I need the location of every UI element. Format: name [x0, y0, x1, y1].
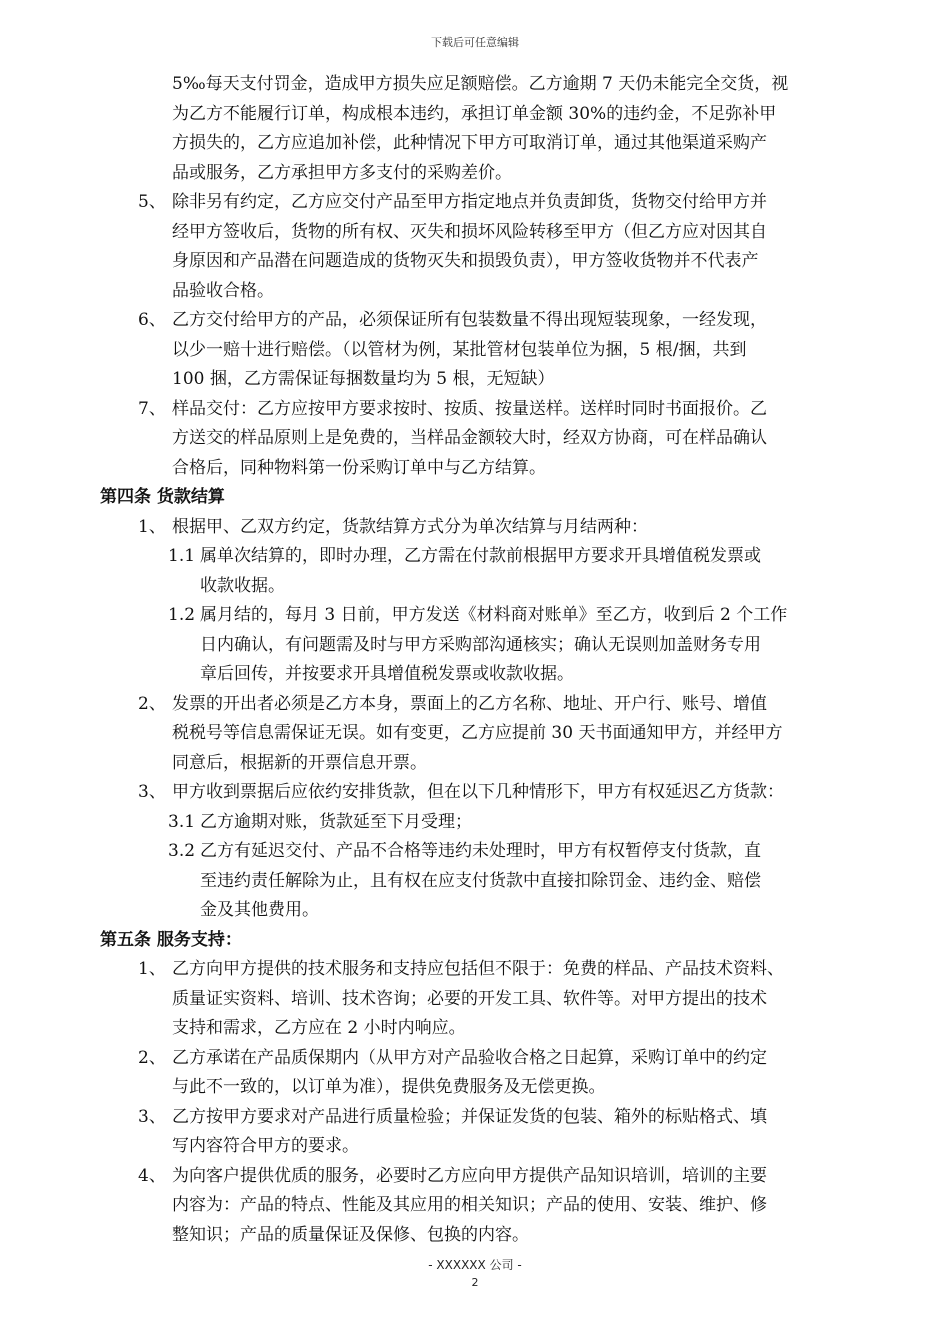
clause-item — [100, 188, 860, 218]
clause-item — [100, 1162, 860, 1192]
clause-continuation: 收款收据。 — [200, 575, 285, 596]
clause-text: 属单次结算的，即时办理，乙方需在付款前根据甲方要求开具增值税发票或 — [200, 546, 761, 566]
clause-continuation: 5‰每天支付罚金，造成甲方损失应足额赔偿。乙方逾期 7 天仍未能完全交货，视 — [172, 74, 789, 94]
clause-number: 2、 — [138, 693, 166, 714]
page-header: 下载后可任意编辑 — [431, 36, 519, 49]
clause-continuation: 品验收合格。 — [172, 280, 274, 301]
clause-continuation: 同意后，根据新的开票信息开票。 — [172, 752, 427, 773]
clause-text: 乙方逾期对账，货款延至下月受理； — [200, 811, 472, 832]
clause-continuation: 与此不一致的，以订单为准），提供免费服务及无偿更换。 — [172, 1077, 606, 1097]
clause-item — [100, 690, 860, 720]
clause-number: 1.2 — [168, 605, 196, 625]
sub-clause-item — [100, 542, 860, 572]
clause-continuation: 100 捆，乙方需保证每捆数量均为 5 根，无短缺） — [172, 369, 555, 389]
clause-text: 乙方交付给甲方的产品，必须保证所有包装数量不得出现短装现象，一经发现， — [172, 310, 767, 330]
page-number: 2 — [471, 1276, 479, 1289]
clause-number: 3、 — [138, 782, 166, 802]
document-body — [100, 70, 860, 1250]
clause-text: 乙方承诺在产品质保期内（从甲方对产品验收合格之日起算，采购订单中的约定 — [172, 1047, 767, 1068]
clause-item — [100, 955, 860, 985]
clause-continuation: 方送交的样品原则上是免费的，当样品金额较大时，经双方协商，可在样品确认 — [172, 428, 767, 448]
clause-continuation: 章后回传，并按要求开具增值税发票或收款收据。 — [200, 664, 574, 684]
clause-continuation: 税税号等信息需保证无误。如有变更，乙方应提前 30 天书面通知甲方，并经甲方 — [172, 723, 783, 743]
clause-number: 1、 — [138, 959, 166, 979]
clause-continuation: 金及其他费用。 — [200, 900, 319, 920]
clause-number: 3.1 — [168, 811, 196, 832]
clause-number: 4、 — [138, 1165, 166, 1186]
clause-continuation: 整知识；产品的质量保证及保修、包换的内容。 — [172, 1224, 529, 1245]
clause-text: 乙方按甲方要求对产品进行质量检验；并保证发货的包装、箱外的标贴格式、填 — [172, 1106, 767, 1127]
clause-number: 3.2 — [168, 841, 196, 861]
clause-number: 1.1 — [168, 546, 196, 566]
clause-text: 根据甲、乙双方约定，货款结算方式分为单次结算与月结两种： — [172, 516, 648, 537]
clause-continuation: 为乙方不能履行订单，构成根本违约，承担订单金额 30%的违约金，不足弥补甲 — [172, 103, 777, 124]
section-title: 第四条 货款结算 — [100, 487, 225, 507]
clause-text: 乙方有延迟交付、产品不合格等违约未处理时，甲方有权暂停支付货款，直 — [200, 841, 761, 861]
clause-continuation: 质量证实资料、培训、技术咨询；必要的开发工具、软件等。对甲方提出的技术 — [172, 988, 767, 1009]
clause-number: 3、 — [138, 1106, 166, 1127]
clause-continuation: 日内确认，有问题需及时与甲方采购部沟通核实；确认无误则加盖财务专用 — [200, 634, 761, 655]
clause-item — [100, 306, 860, 336]
clause-item — [100, 1044, 860, 1074]
clause-number: 1、 — [138, 516, 166, 537]
sub-clause-item — [100, 837, 860, 867]
clause-item — [100, 1103, 860, 1133]
clause-continuation: 以少一赔十进行赔偿。（以管材为例，某批管材包装单位为捆，5 根/捆，共到 — [172, 339, 747, 360]
clause-continuation: 身原因和产品潜在问题造成的货物灭失和损毁负责），甲方签收货物并不代表产 — [172, 251, 759, 271]
clause-text: 甲方收到票据后应依约安排货款，但在以下几种情形下，甲方有权延迟乙方货款： — [172, 782, 784, 802]
clause-text: 发票的开出者必须是乙方本身，票面上的乙方名称、地址、开户行、账号、增值 — [172, 693, 767, 714]
sub-clause-item — [100, 808, 860, 838]
clause-text: 为向客户提供优质的服务，必要时乙方应向甲方提供产品知识培训，培训的主要 — [172, 1165, 767, 1186]
clause-continuation: 合格后，同种物料第一份采购订单中与乙方结算。 — [172, 457, 546, 478]
clause-continuation: 经甲方签收后，货物的所有权、灭失和损坏风险转移至甲方（但乙方应对因其自 — [172, 221, 767, 242]
footer-company: - XXXXXX 公司 - — [428, 1258, 522, 1272]
clause-number: 6、 — [138, 310, 166, 330]
clause-item — [100, 778, 860, 808]
clause-number: 7、 — [138, 398, 166, 419]
clause-text: 属月结的，每月 3 日前，甲方发送《材料商对账单》至乙方，收到后 2 个工作 — [200, 605, 788, 625]
clause-text: 乙方向甲方提供的技术服务和支持应包括但不限于：免费的样品、产品技术资料、 — [172, 959, 784, 979]
clause-continuation: 至违约责任解除为止，且有权在应支付货款中直接扣除罚金、违约金、赔偿 — [200, 870, 761, 891]
section-title: 第五条 服务支持： — [100, 929, 242, 950]
clause-item — [100, 513, 860, 543]
sub-clause-item — [100, 601, 860, 631]
clause-continuation: 内容为：产品的特点、性能及其应用的相关知识；产品的使用、安装、维护、修 — [172, 1195, 767, 1215]
clause-continuation: 支持和需求，乙方应在 2 小时内响应。 — [172, 1018, 466, 1038]
clause-number: 2、 — [138, 1047, 166, 1068]
clause-text: 除非另有约定，乙方应交付产品至甲方指定地点并负责卸货，货物交付给甲方并 — [172, 192, 767, 212]
clause-continuation: 写内容符合甲方的要求。 — [172, 1136, 359, 1156]
clause-text: 样品交付：乙方应按甲方要求按时、按质、按量送样。送样时同时书面报价。乙 — [172, 398, 767, 419]
clause-continuation: 方损失的，乙方应追加补偿，此种情况下甲方可取消订单，通过其他渠道采购产 — [172, 133, 767, 153]
clause-continuation: 品或服务，乙方承担甲方多支付的采购差价。 — [172, 162, 512, 183]
clause-number: 5、 — [138, 192, 166, 212]
clause-item — [100, 395, 860, 425]
